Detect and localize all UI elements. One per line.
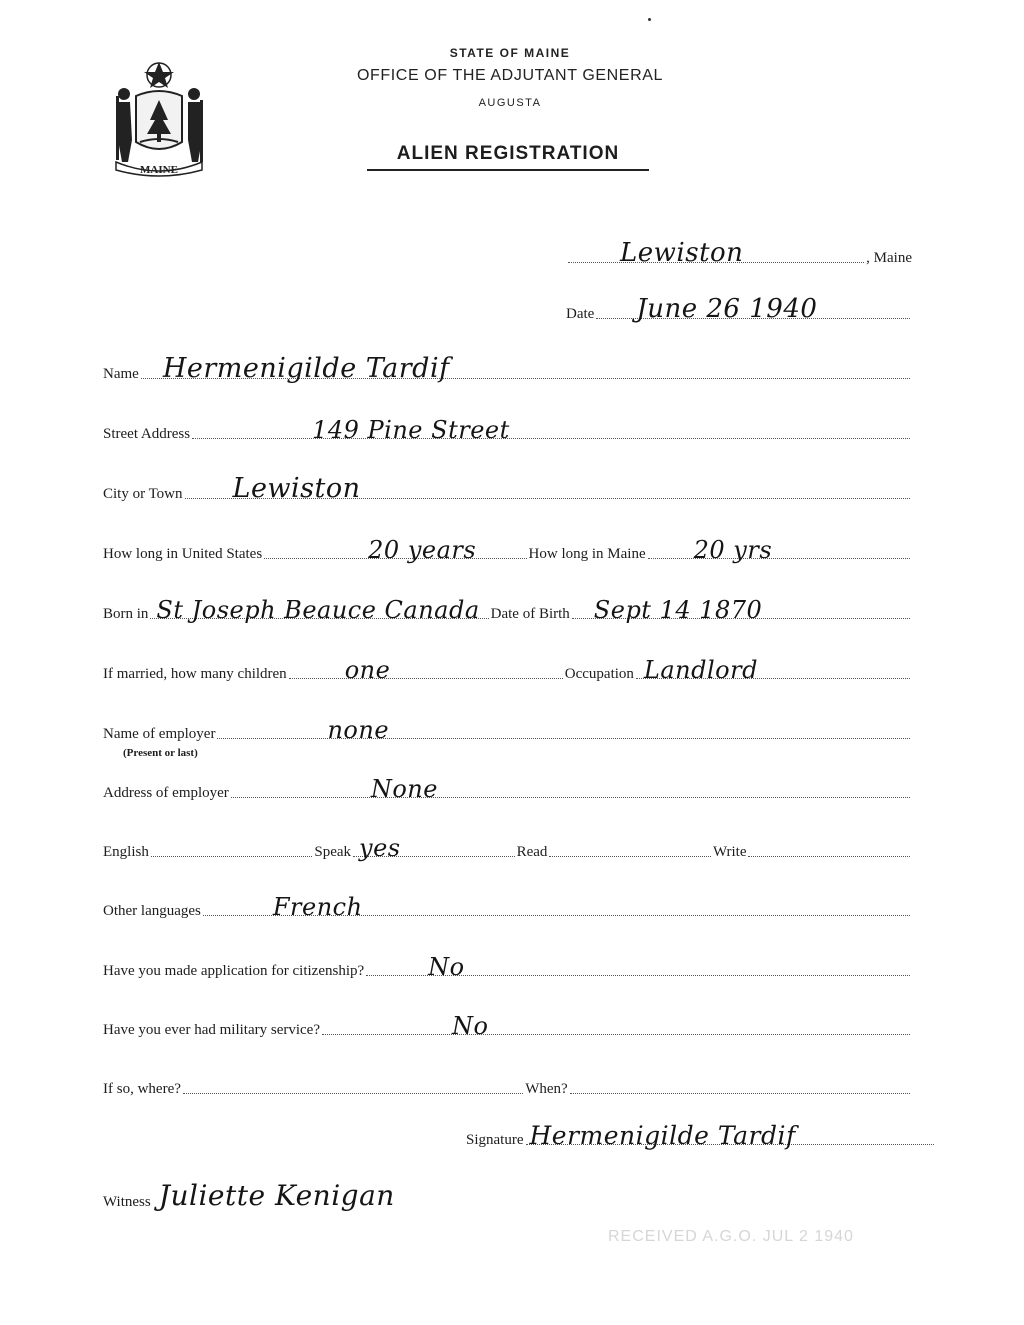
employer-address-label: Address of employer — [103, 785, 229, 801]
place-value: Lewiston — [620, 238, 744, 268]
place-suffix-label: , Maine — [866, 250, 912, 266]
date-row — [566, 294, 912, 324]
children-label: If married, how many children — [103, 666, 287, 682]
occupation-label: Occupation — [564, 666, 634, 682]
when-label: When? — [525, 1081, 568, 1097]
residence-row — [103, 536, 912, 564]
date-label: Date — [566, 306, 595, 322]
military-row — [103, 1012, 912, 1040]
maine-duration-field[interactable] — [648, 536, 910, 564]
date-value: June 26 1940 — [636, 294, 818, 324]
maine-state-seal-icon — [108, 56, 210, 180]
employer-label-text: Name of employer — [103, 726, 216, 742]
other-languages-label: Other languages — [103, 903, 201, 919]
name-field[interactable] — [141, 353, 910, 384]
city-row — [103, 473, 912, 504]
born-label: Born in — [103, 606, 149, 622]
signature-row — [466, 1121, 936, 1150]
employer-label — [103, 726, 216, 759]
military-label: Have you ever had military service? — [103, 1022, 320, 1038]
header-office: OFFICE OF THE ADJUTANT GENERAL — [356, 67, 664, 84]
place-field[interactable] — [568, 238, 864, 268]
employer-address-value: None — [370, 775, 438, 803]
street-value: 149 Pine Street — [312, 416, 510, 444]
seal-banner-text: MAINE — [140, 164, 178, 176]
dob-field[interactable] — [572, 596, 910, 624]
signature-field[interactable] — [526, 1121, 935, 1150]
us-duration-label: How long in United States — [103, 546, 263, 562]
birth-row — [103, 596, 912, 624]
military-value: No — [452, 1012, 489, 1040]
witness-label: Witness — [103, 1194, 151, 1210]
citizenship-field[interactable] — [366, 953, 910, 981]
children-field[interactable] — [289, 656, 563, 684]
employer-sublabel: (Present or last) — [123, 747, 198, 759]
english-label: English — [103, 844, 149, 860]
children-occupation-row — [103, 656, 912, 684]
read-field[interactable] — [549, 855, 711, 857]
military-field[interactable] — [322, 1012, 910, 1040]
when-field[interactable] — [570, 1092, 910, 1094]
write-label: Write — [712, 844, 747, 860]
header-city: AUGUSTA — [478, 97, 542, 109]
employer-address-row — [103, 775, 912, 803]
name-row — [103, 353, 912, 384]
occupation-field[interactable] — [636, 656, 910, 684]
us-duration-field[interactable] — [264, 536, 526, 564]
other-languages-row — [103, 893, 912, 921]
maine-duration-label: How long in Maine — [528, 546, 646, 562]
citizenship-label: Have you made application for citizenship? — [103, 963, 365, 979]
employer-row — [103, 716, 912, 759]
signature-label: Signature — [466, 1132, 524, 1148]
other-languages-field[interactable] — [203, 893, 910, 921]
dob-label: Date of Birth — [490, 606, 570, 622]
city-label: City or Town — [103, 486, 183, 502]
city-value: Lewiston — [232, 473, 361, 504]
service-where-when-row — [103, 1075, 912, 1097]
witness-value: Juliette Kenigan — [158, 1179, 395, 1212]
employer-field[interactable] — [217, 716, 910, 744]
header-state: STATE OF MAINE — [449, 46, 571, 60]
maine-duration-value: 20 yrs — [693, 536, 773, 564]
place-row — [566, 238, 912, 268]
where-field[interactable] — [183, 1092, 523, 1094]
us-duration-value: 20 years — [368, 536, 477, 564]
date-field[interactable] — [596, 294, 910, 324]
read-label: Read — [516, 844, 548, 860]
street-row — [103, 416, 912, 444]
employer-address-field[interactable] — [231, 775, 910, 803]
street-label: Street Address — [103, 426, 191, 442]
write-field[interactable] — [748, 855, 910, 857]
signature-value: Hermenigilde Tardif — [529, 1121, 796, 1150]
where-label: If so, where? — [103, 1081, 181, 1097]
born-field[interactable] — [150, 596, 488, 624]
received-stamp: RECEIVED A.G.O. JUL 2 1940 — [608, 1228, 854, 1245]
english-row — [103, 834, 912, 862]
speak-label: Speak — [314, 844, 352, 860]
paper-speck — [648, 18, 651, 21]
english-field[interactable] — [151, 855, 313, 857]
name-label: Name — [103, 366, 139, 382]
speak-field[interactable] — [353, 834, 515, 862]
occupation-value: Landlord — [643, 656, 758, 684]
street-field[interactable] — [192, 416, 910, 444]
born-value: St Joseph Beauce Canada — [156, 596, 480, 624]
dob-value: Sept 14 1870 — [593, 596, 763, 624]
citizenship-value: No — [428, 953, 465, 981]
employer-value: none — [327, 716, 390, 744]
other-languages-value: French — [272, 893, 363, 921]
witness-row — [103, 1179, 503, 1212]
speak-value: yes — [359, 834, 401, 862]
witness-field[interactable] — [153, 1179, 501, 1212]
children-value: one — [344, 656, 391, 684]
name-value: Hermenigilde Tardif — [162, 353, 450, 384]
citizenship-row — [103, 953, 912, 981]
form-title: ALIEN REGISTRATION — [367, 143, 649, 171]
city-field[interactable] — [185, 473, 910, 504]
